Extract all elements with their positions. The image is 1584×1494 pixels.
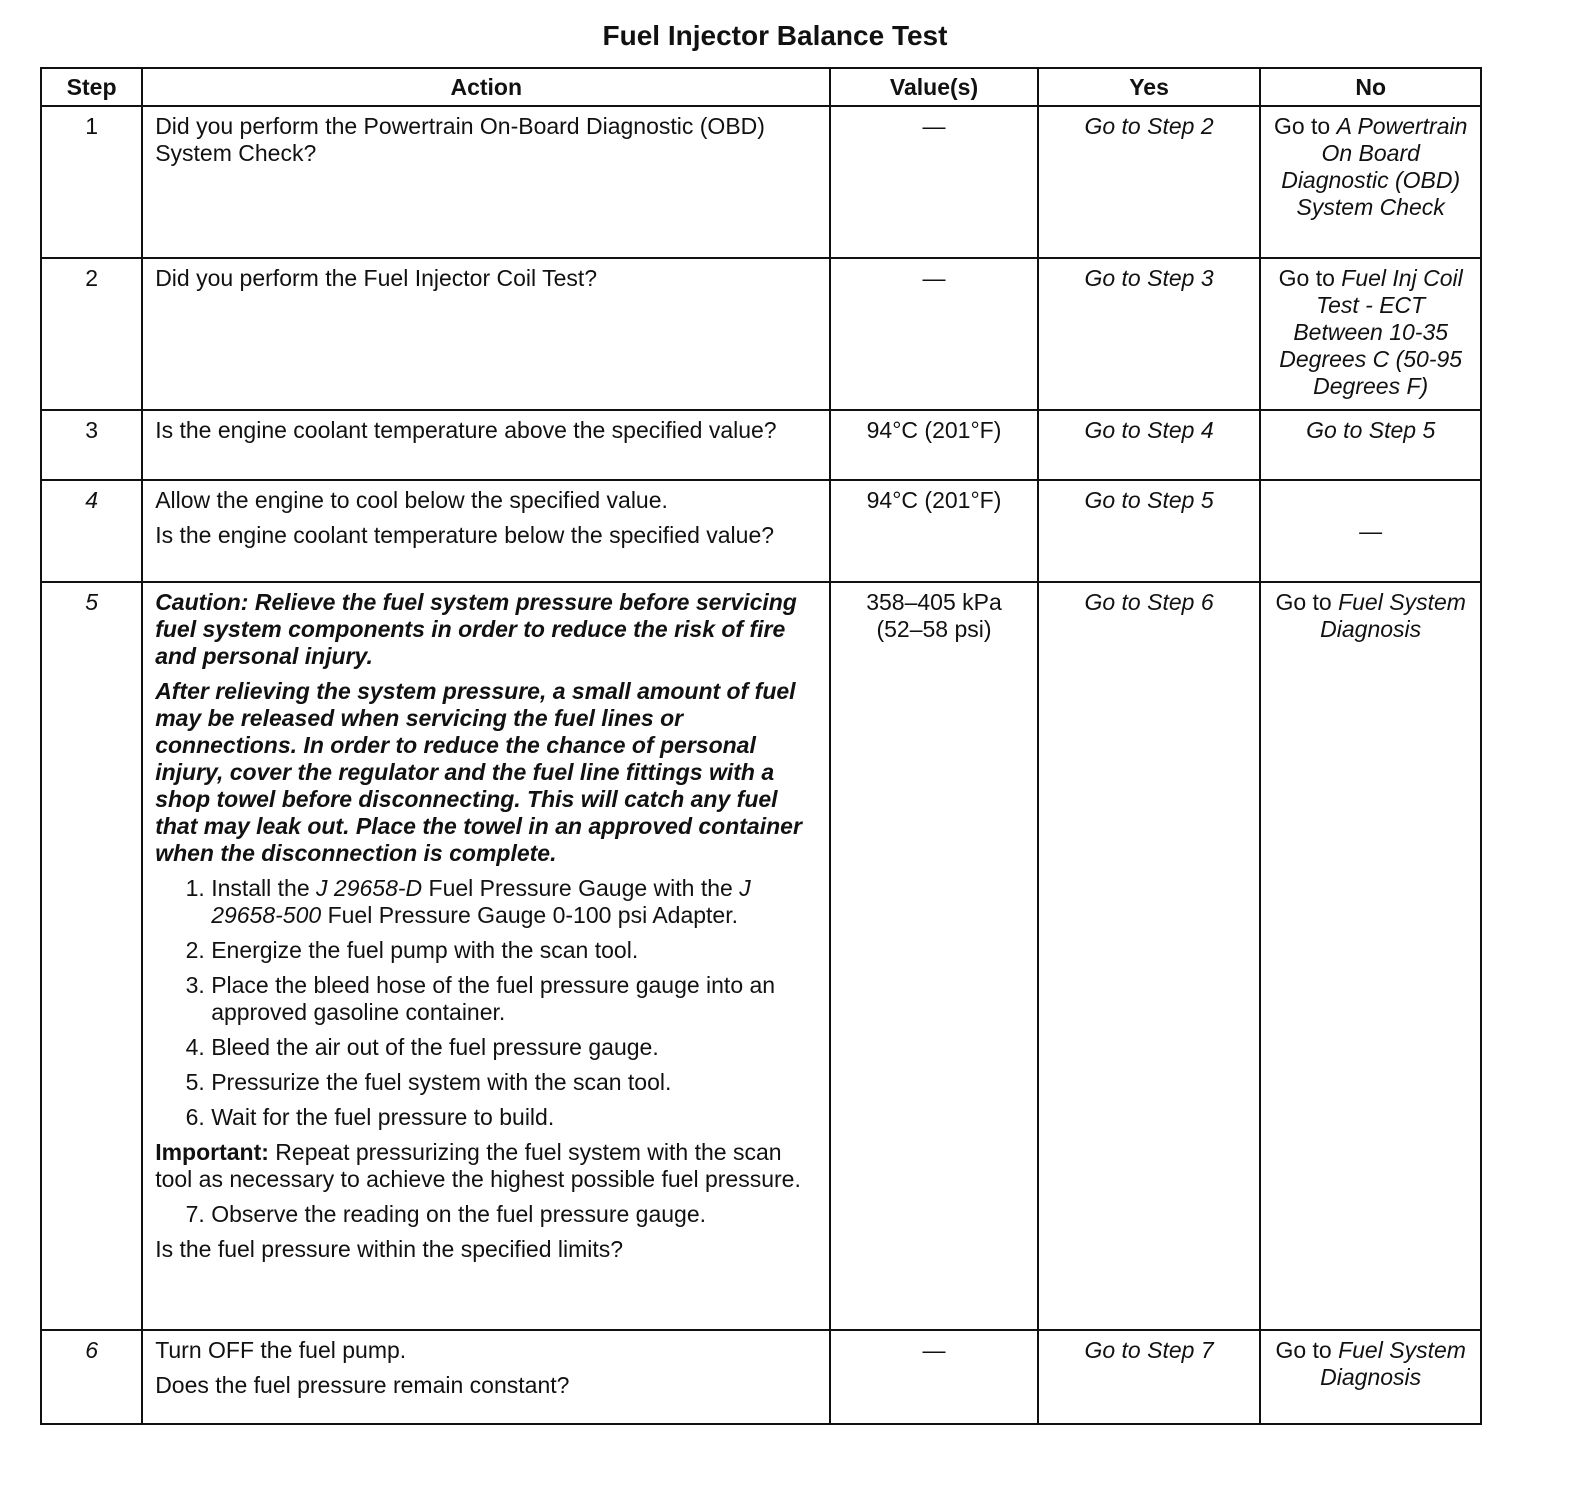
page-title: Fuel Injector Balance Test <box>602 20 948 51</box>
value-line: 358–405 kPa <box>866 589 1002 615</box>
value-cell <box>830 582 1037 1330</box>
action-cell <box>142 258 830 410</box>
no-cell[interactable] <box>1260 1330 1481 1424</box>
caution-note: After relieving the system pressure, a small amount of fuel may be released when servicing the fuel lines or connections. In order to reduce the chance of personal injury, cover the regulator and the fuel line fittings with a shop towel before disconnecting. This will catch any fuel that may leak out. Place the towel in an approved container when the disconnection is complete. <box>155 678 802 866</box>
action-cell <box>142 106 830 258</box>
procedure-list <box>155 875 817 1131</box>
no-link[interactable]: Fuel System Diagnosis <box>1320 1337 1466 1390</box>
procedure-list <box>155 1201 817 1228</box>
list-item: 4. Bleed the air out of the fuel pressure gauge. <box>211 1034 817 1061</box>
list-text: Install the <box>211 875 317 901</box>
no-link[interactable]: A Powertrain On Board Diagnostic (OBD) System Check <box>1281 113 1468 220</box>
no-cell[interactable] <box>1260 106 1481 258</box>
yes-link[interactable]: Go to Step 3 <box>1038 258 1261 410</box>
important-note <box>155 1139 817 1193</box>
table-row <box>41 106 1481 258</box>
action-cell <box>142 1330 830 1424</box>
yes-link[interactable]: Go to Step 4 <box>1038 410 1261 480</box>
no-prefix: Go to <box>1278 265 1342 291</box>
col-header-action: Action <box>142 68 830 106</box>
value-cell: — <box>830 258 1037 410</box>
list-item: 3. Place the bleed hose of the fuel pressure gauge into an approved gasoline container. <box>211 972 817 1026</box>
action-cell <box>142 582 830 1330</box>
table-row <box>41 480 1481 582</box>
header-row <box>41 68 1481 106</box>
col-header-step: Step <box>41 68 142 106</box>
list-item <box>211 875 817 929</box>
no-prefix: Go to <box>1275 589 1339 615</box>
list-item: 2. Energize the fuel pump with the scan tool. <box>211 937 817 964</box>
no-prefix: Go to <box>1275 1337 1339 1363</box>
no-cell[interactable] <box>1260 258 1481 410</box>
col-header-no: No <box>1260 68 1481 106</box>
no-link[interactable]: Fuel Inj Coil Test - ECT Between 10-35 Degrees C (50-95 Degrees F) <box>1279 265 1463 399</box>
important-label: Important: <box>155 1139 269 1165</box>
value-cell: 94°C (201°F) <box>830 480 1037 582</box>
action-question: Is the engine coolant temperature below the specified value? <box>155 522 775 548</box>
list-text: Fuel Pressure Gauge with the <box>422 875 740 901</box>
table-row <box>41 1330 1481 1424</box>
table-row <box>41 410 1481 480</box>
no-cell[interactable] <box>1260 582 1481 1330</box>
list-item: 6. Wait for the fuel pressure to build. <box>211 1104 817 1131</box>
list-text: Fuel Pressure Gauge 0-100 psi Adapter. <box>321 902 738 928</box>
yes-link[interactable]: Go to Step 5 <box>1038 480 1261 582</box>
action-question: Is the fuel pressure within the specified limits? <box>155 1236 624 1262</box>
no-cell: — <box>1260 480 1481 582</box>
step-number: 3 <box>41 410 142 480</box>
list-item: 5. Pressurize the fuel system with the scan tool. <box>211 1069 817 1096</box>
action-text: Turn OFF the fuel pump. <box>155 1337 407 1363</box>
tool-ref: J 29658-500 <box>211 875 751 928</box>
action-text: Did you perform the Fuel Injector Coil Test? <box>155 265 598 291</box>
step-number: 1 <box>41 106 142 258</box>
step-number: 5 <box>41 582 142 1330</box>
action-cell <box>142 410 830 480</box>
yes-link[interactable]: Go to Step 7 <box>1038 1330 1261 1424</box>
action-text: Is the engine coolant temperature above the specified value? <box>155 417 777 443</box>
step-number: 2 <box>41 258 142 410</box>
step-number: 4 <box>41 480 142 582</box>
no-link[interactable]: Fuel System Diagnosis <box>1320 589 1466 642</box>
value-cell: — <box>830 106 1037 258</box>
list-item: 7. Observe the reading on the fuel pressure gauge. <box>211 1201 817 1228</box>
important-text: Repeat pressurizing the fuel system with the scan tool as necessary to achieve the highest possible fuel pressure. <box>155 1139 801 1192</box>
tool-ref: J 29658-D <box>316 875 423 901</box>
table-row <box>41 582 1481 1330</box>
yes-link[interactable]: Go to Step 2 <box>1038 106 1261 258</box>
diagnostic-table <box>40 67 1482 1425</box>
action-text: Did you perform the Powertrain On-Board Diagnostic (OBD) System Check? <box>155 113 765 166</box>
table-row <box>41 258 1481 410</box>
col-header-values: Value(s) <box>830 68 1037 106</box>
yes-link[interactable]: Go to Step 6 <box>1038 582 1261 1330</box>
action-text: Allow the engine to cool below the specified value. <box>155 487 668 513</box>
value-cell: 94°C (201°F) <box>830 410 1037 480</box>
step-number: 6 <box>41 1330 142 1424</box>
action-question: Does the fuel pressure remain constant? <box>155 1372 570 1398</box>
value-cell: — <box>830 1330 1037 1424</box>
no-prefix: Go to <box>1273 113 1337 139</box>
action-cell <box>142 480 830 582</box>
no-cell[interactable] <box>1260 410 1481 480</box>
col-header-yes: Yes <box>1038 68 1261 106</box>
no-link[interactable]: Go to Step 5 <box>1306 417 1436 443</box>
caution-text: Caution: Relieve the fuel system pressure before servicing fuel system components in order to reduce the risk of fire and personal injury. <box>155 589 797 669</box>
value-line: (52–58 psi) <box>876 616 992 642</box>
